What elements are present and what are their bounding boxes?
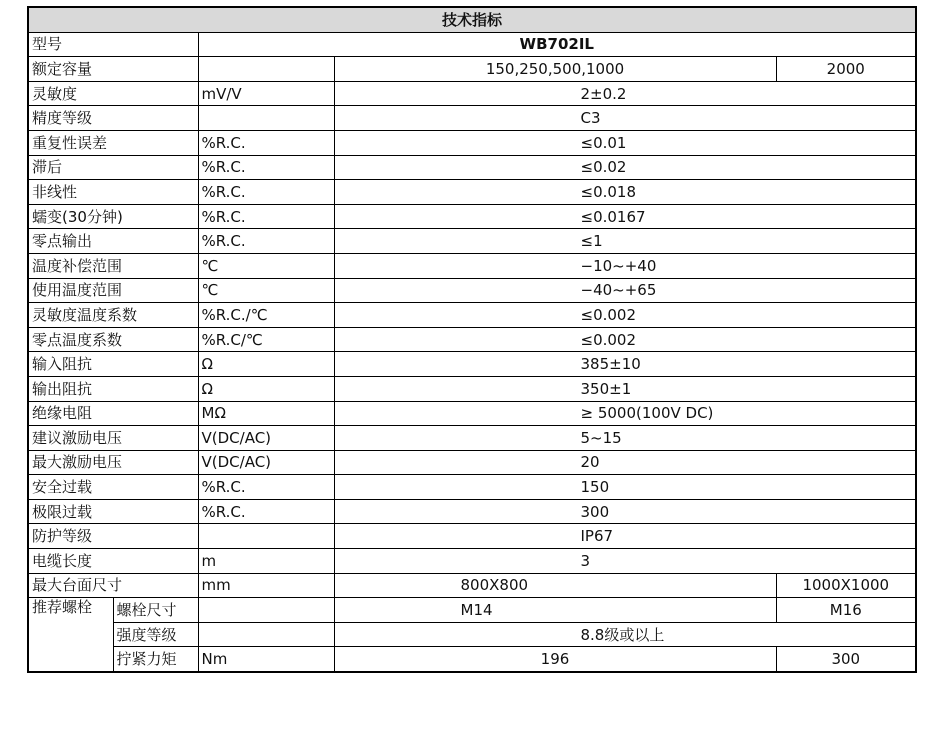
row-value: ≤1 — [334, 229, 916, 254]
row-unit: ℃ — [198, 278, 334, 303]
table-row — [28, 106, 916, 131]
row-unit: MΩ — [198, 401, 334, 426]
row-label: 安全过载 — [28, 475, 198, 500]
platform-value-1: 800X800 — [334, 573, 776, 598]
table-row — [28, 204, 916, 229]
spec-table — [27, 6, 917, 673]
row-unit: m — [198, 549, 334, 574]
row-label: 零点温度系数 — [28, 327, 198, 352]
table-row — [28, 303, 916, 328]
row-label: 精度等级 — [28, 106, 198, 131]
table-row — [28, 598, 916, 623]
table-row — [28, 155, 916, 180]
spec-table-body — [28, 7, 916, 672]
row-value: IP67 — [334, 524, 916, 549]
table-row — [28, 401, 916, 426]
torque-value-2: 300 — [776, 647, 916, 672]
table-row — [28, 229, 916, 254]
row-value: C3 — [334, 106, 916, 131]
table-row — [28, 524, 916, 549]
table-row — [28, 278, 916, 303]
row-value: 300 — [334, 499, 916, 524]
model-value: WB702IL — [198, 32, 916, 57]
row-value: 350±1 — [334, 376, 916, 401]
row-unit: %R.C./℃ — [198, 303, 334, 328]
row-value: ≤0.0167 — [334, 204, 916, 229]
row-unit: %R.C. — [198, 180, 334, 205]
row-unit: %R.C/℃ — [198, 327, 334, 352]
table-row — [28, 352, 916, 377]
table-row — [28, 130, 916, 155]
row-value: 3 — [334, 549, 916, 574]
table-row — [28, 573, 916, 598]
row-label: 拧紧力矩 — [113, 647, 198, 672]
row-unit: mm — [198, 573, 334, 598]
row-unit: %R.C. — [198, 499, 334, 524]
row-label: 电缆长度 — [28, 549, 198, 574]
row-label: 最大台面尺寸 — [28, 573, 198, 598]
row-unit: mV/V — [198, 81, 334, 106]
row-unit: Ω — [198, 352, 334, 377]
table-row — [28, 327, 916, 352]
row-label: 强度等级 — [113, 622, 198, 647]
row-unit: V(DC/AC) — [198, 426, 334, 451]
row-unit: %R.C. — [198, 475, 334, 500]
row-value: ≥ 5000(100V DC) — [334, 401, 916, 426]
row-label: 灵敏度 — [28, 81, 198, 106]
row-value: −40~+65 — [334, 278, 916, 303]
row-label: 型号 — [28, 32, 198, 57]
row-label: 重复性误差 — [28, 130, 198, 155]
bolt-grade-value: 8.8级或以上 — [334, 622, 916, 647]
row-label: 滞后 — [28, 155, 198, 180]
row-value: −10~+40 — [334, 253, 916, 278]
table-header-row — [28, 7, 916, 32]
row-label: 极限过载 — [28, 499, 198, 524]
table-row — [28, 81, 916, 106]
platform-value-2: 1000X1000 — [776, 573, 916, 598]
table-row — [28, 647, 916, 672]
bolt-group-label: 推荐螺栓 — [28, 598, 113, 672]
row-unit — [198, 524, 334, 549]
row-label: 建议激励电压 — [28, 426, 198, 451]
row-label: 使用温度范围 — [28, 278, 198, 303]
table-row — [28, 32, 916, 57]
row-unit: %R.C. — [198, 155, 334, 180]
table-row — [28, 499, 916, 524]
row-label: 输出阻抗 — [28, 376, 198, 401]
row-label: 最大激励电压 — [28, 450, 198, 475]
bolt-size-value-2: M16 — [776, 598, 916, 623]
row-unit: V(DC/AC) — [198, 450, 334, 475]
row-unit: %R.C. — [198, 204, 334, 229]
table-row — [28, 376, 916, 401]
row-value: ≤0.002 — [334, 303, 916, 328]
row-unit — [198, 106, 334, 131]
row-value: 2±0.2 — [334, 81, 916, 106]
row-label: 非线性 — [28, 180, 198, 205]
row-label: 灵敏度温度系数 — [28, 303, 198, 328]
row-value: ≤0.02 — [334, 155, 916, 180]
row-label: 蠕变(30分钟) — [28, 204, 198, 229]
row-unit: %R.C. — [198, 229, 334, 254]
row-value: 150 — [334, 475, 916, 500]
table-row — [28, 180, 916, 205]
table-row — [28, 253, 916, 278]
capacity-value-2: 2000 — [776, 57, 916, 82]
row-unit: ℃ — [198, 253, 334, 278]
row-value: 5~15 — [334, 426, 916, 451]
row-unit: Ω — [198, 376, 334, 401]
row-unit: %R.C. — [198, 130, 334, 155]
row-unit: Nm — [198, 647, 334, 672]
row-unit — [198, 622, 334, 647]
row-value: 20 — [334, 450, 916, 475]
row-value: ≤0.01 — [334, 130, 916, 155]
bolt-size-value-1: M14 — [334, 598, 776, 623]
row-unit — [198, 57, 334, 82]
table-row — [28, 450, 916, 475]
row-value: ≤0.018 — [334, 180, 916, 205]
table-row — [28, 549, 916, 574]
row-label: 额定容量 — [28, 57, 198, 82]
table-row — [28, 426, 916, 451]
row-label: 绝缘电阻 — [28, 401, 198, 426]
table-title: 技术指标 — [28, 7, 916, 32]
capacity-value-1: 150,250,500,1000 — [334, 57, 776, 82]
table-row — [28, 622, 916, 647]
row-label: 零点输出 — [28, 229, 198, 254]
row-label: 温度补偿范围 — [28, 253, 198, 278]
torque-value-1: 196 — [334, 647, 776, 672]
row-unit — [198, 598, 334, 623]
row-label: 防护等级 — [28, 524, 198, 549]
row-value: 385±10 — [334, 352, 916, 377]
table-row — [28, 57, 916, 82]
table-row — [28, 475, 916, 500]
row-label: 螺栓尺寸 — [113, 598, 198, 623]
row-value: ≤0.002 — [334, 327, 916, 352]
row-label: 输入阻抗 — [28, 352, 198, 377]
